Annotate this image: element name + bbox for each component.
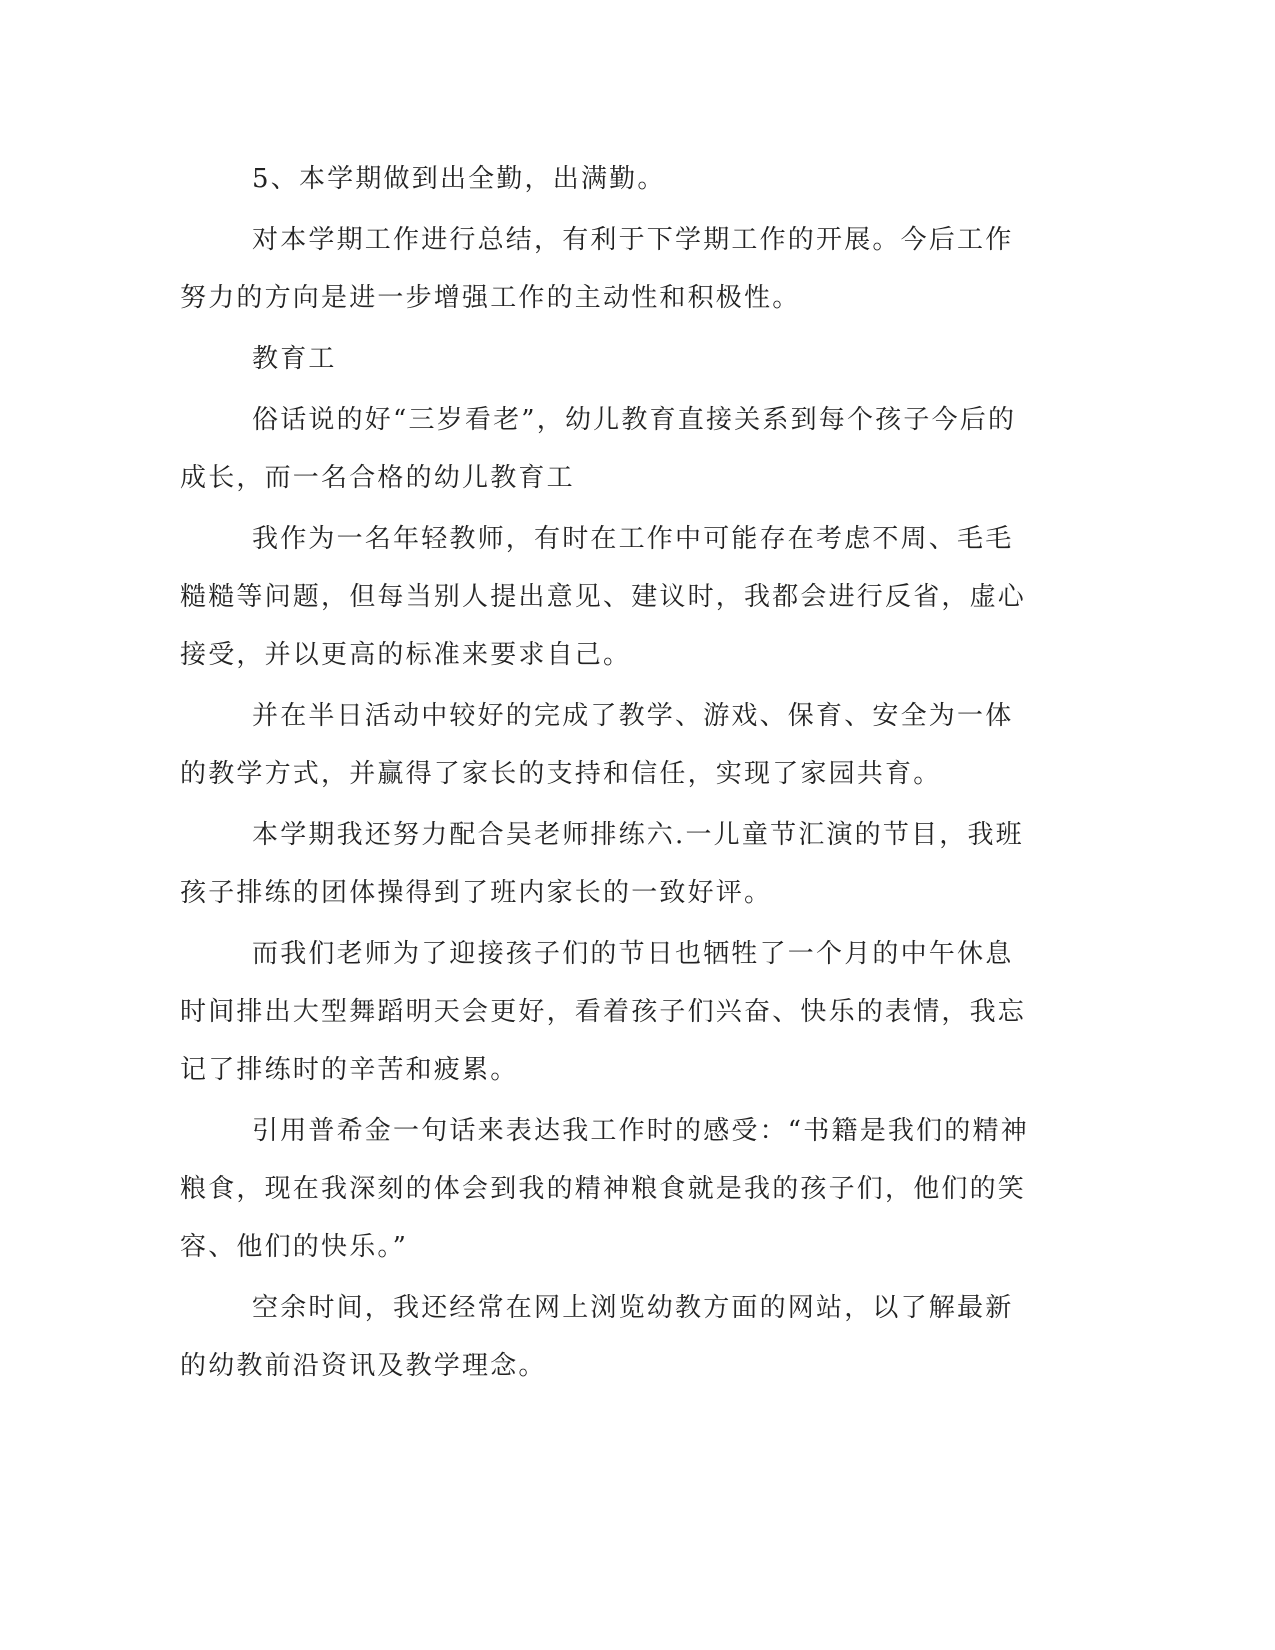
document-body: [180, 150, 1030, 1398]
paragraph: 本学期我还努力配合吴老师排练六.一儿童节汇演的节目，我班孩子排练的团体操得到了班内家长的一致好评。: [180, 820, 1024, 908]
paragraph: 并在半日活动中较好的完成了教学、游戏、保育、安全为一体的教学方式，并赢得了家长的支持和信任，实现了家园共育。: [180, 701, 1014, 789]
paragraph: 而我们老师为了迎接孩子们的节日也牺牲了一个月的中午休息时间排出大型舞蹈明天会更好，看着孩子们兴奋、快乐的表情，我忘记了排练时的辛苦和疲累。: [180, 939, 1027, 1085]
paragraph: 引用普希金一句话来表达我工作时的感受：“书籍是我们的精神粮食，现在我深刻的体会到我的精神粮食就是我的孩子们，他们的笑容、他们的快乐。”: [180, 1116, 1029, 1262]
paragraph: 教育工: [252, 344, 337, 374]
paragraph: 俗话说的好“三岁看老”，幼儿教育直接关系到每个孩子今后的成长，而一名合格的幼儿教育工: [180, 405, 1017, 493]
paragraph: 对本学期工作进行总结，有利于下学期工作的开展。今后工作努力的方向是进一步增强工作的主动性和积极性。: [180, 225, 1014, 313]
paragraph: 空余时间，我还经常在网上浏览幼教方面的网站，以了解最新的幼教前沿资讯及教学理念。: [180, 1293, 1014, 1381]
paragraph: 我作为一名年轻教师，有时在工作中可能存在考虑不周、毛毛糙糙等问题，但每当别人提出意见、建议时，我都会进行反省，虚心接受，并以更高的标准来要求自己。: [180, 524, 1027, 670]
paragraph: 5、本学期做到出全勤，出满勤。: [252, 164, 666, 194]
